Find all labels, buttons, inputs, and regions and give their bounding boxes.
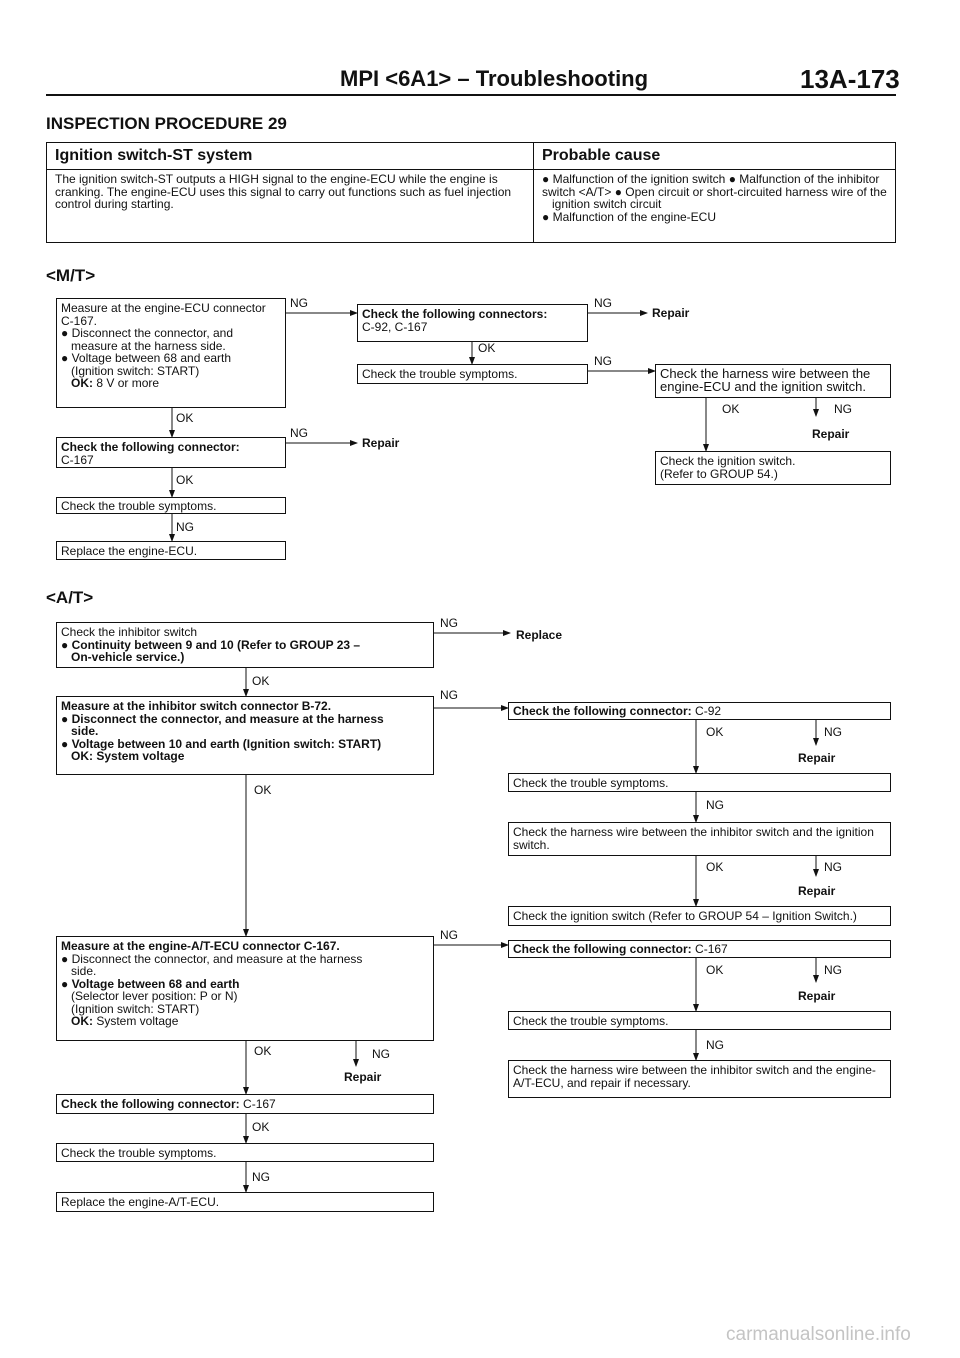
at-ok-label-7: OK <box>252 1120 270 1134</box>
at-ng-label-4: NG <box>706 798 724 812</box>
procedure-title: INSPECTION PROCEDURE 29 <box>46 114 287 133</box>
mt-ng-label-2: NG <box>594 296 612 310</box>
page-number: 13A-173 <box>800 64 900 94</box>
at-inhibitor-measure-box: Measure at the inhibitor switch connector B-72. ● Disconnect the connector, and measure at the harness side. ● Voltage between 10 and earth (Ignition switch: START) OK: System voltage <box>56 696 434 775</box>
table-header-cause: Probable cause <box>534 143 896 170</box>
mt-trouble-symptoms-box-2: Check the trouble symptoms. <box>56 497 286 514</box>
mt-measure-box: Measure at the engine-ECU connector C-167. ● Disconnect the connector, and measure at the harness side. ● Voltage between 68 and earth (Ignition switch: START) OK: 8 V or more <box>56 298 286 408</box>
mt-ng-label-4: NG <box>834 402 852 416</box>
mt-ok-label-2: OK <box>722 402 740 416</box>
at-ng-label-5: NG <box>824 860 842 874</box>
at-repair-label-4: Repair <box>344 1070 382 1084</box>
at-repair-label-3: Repair <box>798 989 836 1003</box>
at-ng-label-2: NG <box>440 688 458 702</box>
at-ignition-switch-box: Check the ignition switch (Refer to GROUP 54 – Ignition Switch.) <box>508 906 891 926</box>
mt-ng-label-3: NG <box>594 354 612 368</box>
at-ok-label-4: OK <box>706 860 724 874</box>
at-ng-label-10: NG <box>252 1170 270 1184</box>
mt-repair-label-3: Repair <box>362 436 400 450</box>
mt-trouble-symptoms-box-1: Check the trouble symptoms. <box>357 364 588 384</box>
at-repair-label-2: Repair <box>798 884 836 898</box>
at-section-title: <A/T> <box>46 588 94 607</box>
at-ok-label-3: OK <box>706 725 724 739</box>
mt-ng-label-1: NG <box>290 296 308 310</box>
at-ok-label-6: OK <box>254 1044 272 1058</box>
at-ok-label-5: OK <box>706 963 724 977</box>
at-harness-inhibitor-ignition-box: Check the harness wire between the inhibitor switch and the ignition switch. <box>508 822 891 856</box>
mt-repair-label-2: Repair <box>812 427 850 441</box>
mt-ng-label-6: NG <box>176 520 194 534</box>
mt-ignition-switch-box: Check the ignition switch. (Refer to GROUP 54.) <box>655 451 891 485</box>
mt-ok-label-3: OK <box>176 411 194 425</box>
mt-check-connectors-box: Check the following connectors: C-92, C-167 <box>357 304 588 342</box>
table-header-system: Ignition switch-ST system <box>47 143 534 170</box>
at-replace-label: Replace <box>516 628 563 642</box>
at-check-connector-c167-box-2: Check the following connector: C-167 <box>56 1094 434 1114</box>
mt-ok-label-4: OK <box>176 473 194 487</box>
mt-ng-label-5: NG <box>290 426 308 440</box>
mt-repair-label-1: Repair <box>652 306 690 320</box>
mt-check-connector-box: Check the following connector: C-167 <box>56 437 286 468</box>
at-ok-label-2: OK <box>254 783 272 797</box>
table-description: The ignition switch-ST outputs a HIGH signal to the engine-ECU while the engine is cranking. The engine-ECU uses this signal to carry out functions such as fuel injection control during starting. <box>47 170 534 243</box>
at-ng-label-3: NG <box>824 725 842 739</box>
at-ng-label-7: NG <box>824 963 842 977</box>
at-trouble-symptoms-box-3: Check the trouble symptoms. <box>56 1143 434 1162</box>
watermark: carmanualsonline.info <box>726 1324 911 1345</box>
header-title: MPI <6A1> – Troubleshooting <box>340 66 649 91</box>
at-ng-label-1: NG <box>440 616 458 630</box>
mt-replace-ecu-box: Replace the engine-ECU. <box>56 541 286 560</box>
at-check-connector-c92-box: Check the following connector: C-92 <box>508 702 891 720</box>
mt-ok-label-1: OK <box>478 341 496 355</box>
at-inhibitor-check-box: Check the inhibitor switch ● Continuity between 9 and 10 (Refer to GROUP 23 – On-vehicle service.) <box>56 622 434 668</box>
at-trouble-symptoms-box-2: Check the trouble symptoms. <box>508 1011 891 1030</box>
at-trouble-symptoms-box-1: Check the trouble symptoms. <box>508 773 891 792</box>
at-check-connector-c167-box: Check the following connector: C-167 <box>508 940 891 958</box>
at-repair-label-1: Repair <box>798 751 836 765</box>
at-replace-ecu-box: Replace the engine-A/T-ECU. <box>56 1192 434 1212</box>
at-ok-label-1: OK <box>252 674 270 688</box>
mt-section-title: <M/T> <box>46 266 96 285</box>
table-causes: ● Malfunction of the ignition switch ● Malfunction of the inhibitor switch <A/T> ● Open circuit or short-circuited harness wire of the ignition switch circuit ● Malfunction of the engine-ECU <box>534 170 896 243</box>
mt-harness-box: Check the harness wire between the engine-ECU and the ignition switch. <box>655 364 891 398</box>
at-ng-label-8: NG <box>706 1038 724 1052</box>
at-ng-label-9: NG <box>372 1047 390 1061</box>
at-harness-inhibitor-ecu-box: Check the harness wire between the inhibitor switch and the engine- A/T-ECU, and repair if necessary. <box>508 1060 891 1098</box>
at-ecu-measure-box: Measure at the engine-A/T-ECU connector C-167. ● Disconnect the connector, and measure at the harness side. ● Voltage between 68 and earth (Selector lever position: P or N) (Ignition switch: START) OK: System voltage <box>56 936 434 1041</box>
at-ng-label-6: NG <box>440 928 458 942</box>
